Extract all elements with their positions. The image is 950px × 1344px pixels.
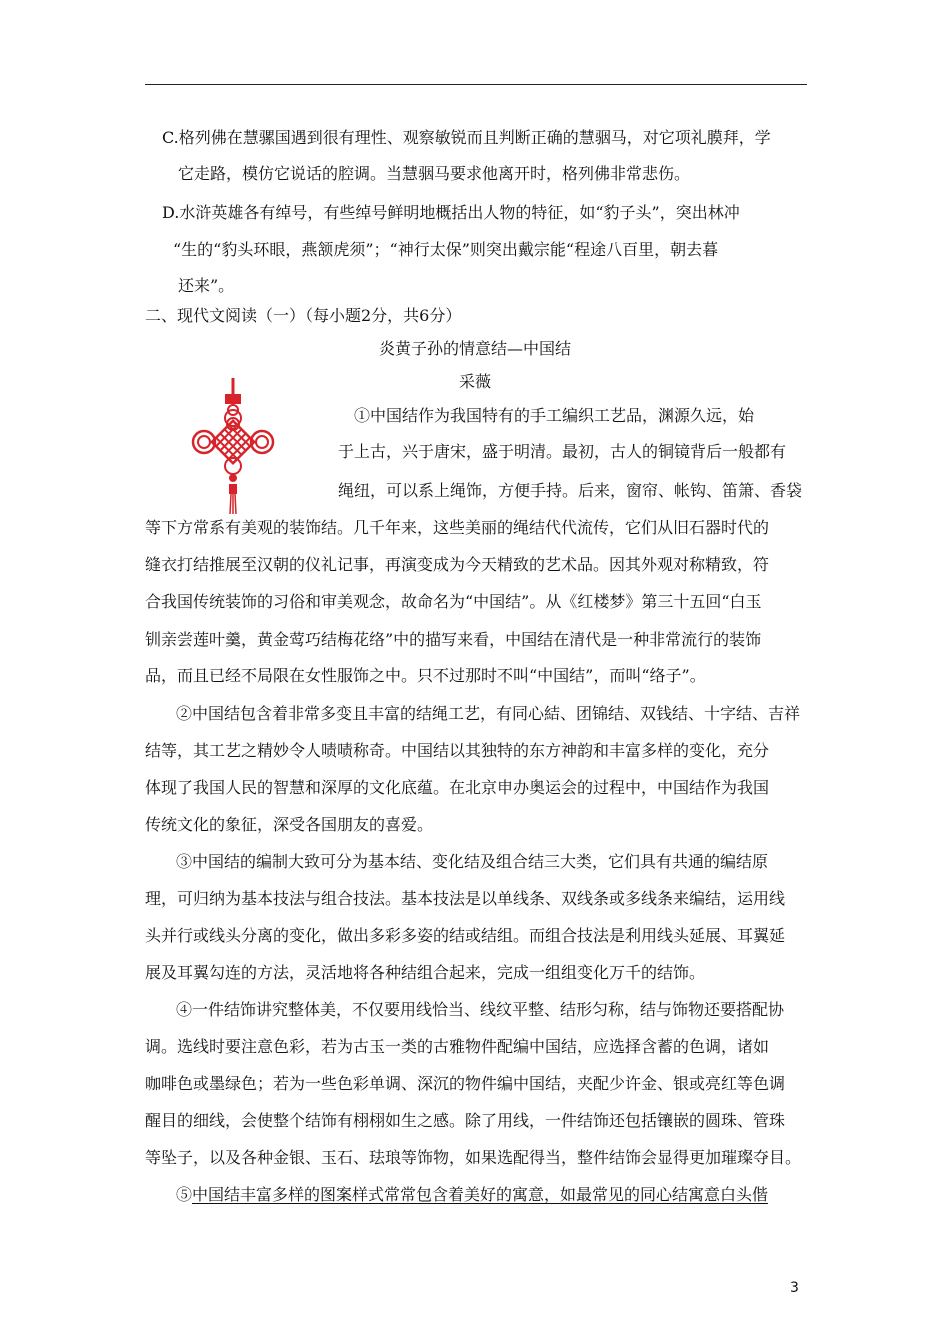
p1-line-5: 缝衣打结推展至汉朝的仪礼记事，再演变成为今天精致的艺术品。因其外观对称精致，符 (145, 555, 770, 574)
p3-line-1: ③中国结的编制大致可分为基本结、变化结及组合结三大类，它们具有共通的编结原 (176, 852, 769, 871)
option-d-line-3: 还来”。 (178, 276, 235, 295)
p2-line-3: 体现了我国人民的智慧和深厚的文化底蕴。在北京申办奥运会的过程中，中国结作为我国 (145, 778, 770, 797)
p2-line-4: 传统文化的象征，深受各国朋友的喜爱。 (145, 815, 434, 834)
article-author: 采薇 (458, 372, 491, 391)
p3-line-3: 头并行或线头分离的变化，做出多彩多姿的结或结组。而组合技法是利用线头延展、耳翼延 (145, 926, 786, 945)
p4-line-3: 咖啡色或墨绿色；若为一些色彩单调、深沉的物件编中国结，夹配少许金、银或亮红等色调 (145, 1074, 786, 1093)
p4-line-2: 调。选线时要注意色彩，若为古玉一类的古雅物件配编中国结，应选择含蓄的色调，诸如 (145, 1037, 770, 1056)
p5-underlined-text: 中国结丰富多样的图案样式常常包含着美好的寓意，如最常见的同心结寓意白头偕 (192, 1185, 769, 1204)
option-d-line-1: D.水浒英雄各有绰号，有些绰号鲜明地概括出人物的特征，如“豹子头”，突出林冲 (162, 203, 740, 222)
option-c-line-1: C.格列佛在慧骡国遇到很有理性、观察敏锐而且判断正确的慧骃马，对它项礼膜拜，学 (162, 128, 771, 147)
p1-line-8: 品，而且已经不局限在女性服饰之中。只不过那时不叫“中国结”，而叫“络子”。 (145, 666, 706, 685)
article-title: 炎黄子孙的情意结—中国结 (378, 339, 571, 358)
p4-line-4: 醒目的细线，会使整个结饰有栩栩如生之感。除了用线，一件结饰还包括镶嵌的圆珠、管珠 (145, 1111, 786, 1130)
p1-line-6: 合我国传统装饰的习俗和审美观念，故命名为“中国结”。从《红楼梦》第三十五回“白玉 (145, 592, 762, 611)
p5-line-1 (176, 1185, 768, 1205)
p1-line-4: 等下方常系有美观的装饰结。几千年来，这些美丽的绳结代代流传，它们从旧石器时代的 (145, 518, 770, 537)
p2-line-1: ②中国结包含着非常多变且丰富的结绳工艺，有同心結、团锦结、双钱结、十字结、吉祥 (176, 704, 801, 723)
p2-line-2: 结等，其工艺之精妙令人啧啧称奇。中国结以其独特的东方神韵和丰富多样的变化，充分 (145, 741, 770, 760)
option-c-line-2: 它走路，模仿它说话的腔调。当慧骃马要求他离开时，格列佛非常悲伤。 (178, 164, 691, 183)
header-rule (145, 84, 807, 85)
p1-line-1: ①中国结作为我国特有的手工编织工艺品，渊源久远，始 (354, 406, 755, 425)
p4-line-5: 等坠子，以及各种金银、玉石、珐琅等饰物，如果选配得当，整件结饰会显得更加璀璨夺目。 (145, 1148, 802, 1167)
p3-line-4: 展及耳翼勾连的方法，灵活地将各种结组合起来，完成一组组变化万千的结饰。 (145, 963, 706, 982)
page-number: 3 (790, 1280, 799, 1296)
option-d-line-2: “生的“豹头环眼，燕颔虎须”；“神行太保”则突出戴宗能“程途八百里，朝去暮 (173, 240, 719, 259)
p1-line-2: 于上古，兴于唐宋，盛于明清。最初，古人的铜镜背后一般都有 (338, 442, 787, 461)
section-heading: 二、现代文阅读（一）（每小题2分，共6分） (145, 306, 462, 325)
p5-marker: ⑤ (176, 1185, 193, 1204)
chinese-knot-icon (188, 378, 278, 514)
p3-line-2: 理，可归纳为基本技法与组合技法。基本技法是以单线条、双线条或多线条来编结，运用线 (145, 889, 786, 908)
p4-line-1: ④一件结饰讲究整体美，不仅要用线恰当、线纹平整、结形匀称，结与饰物还要搭配协 (176, 1000, 785, 1019)
p1-line-7: 钏亲尝莲叶羹，黄金莺巧结梅花络”中的描写来看，中国结在清代是一种非常流行的装饰 (145, 630, 762, 649)
p1-line-3: 绳纽，可以系上绳饰，方便手持。后来，窗帘、帐钩、笛箫、香袋 (338, 481, 803, 500)
